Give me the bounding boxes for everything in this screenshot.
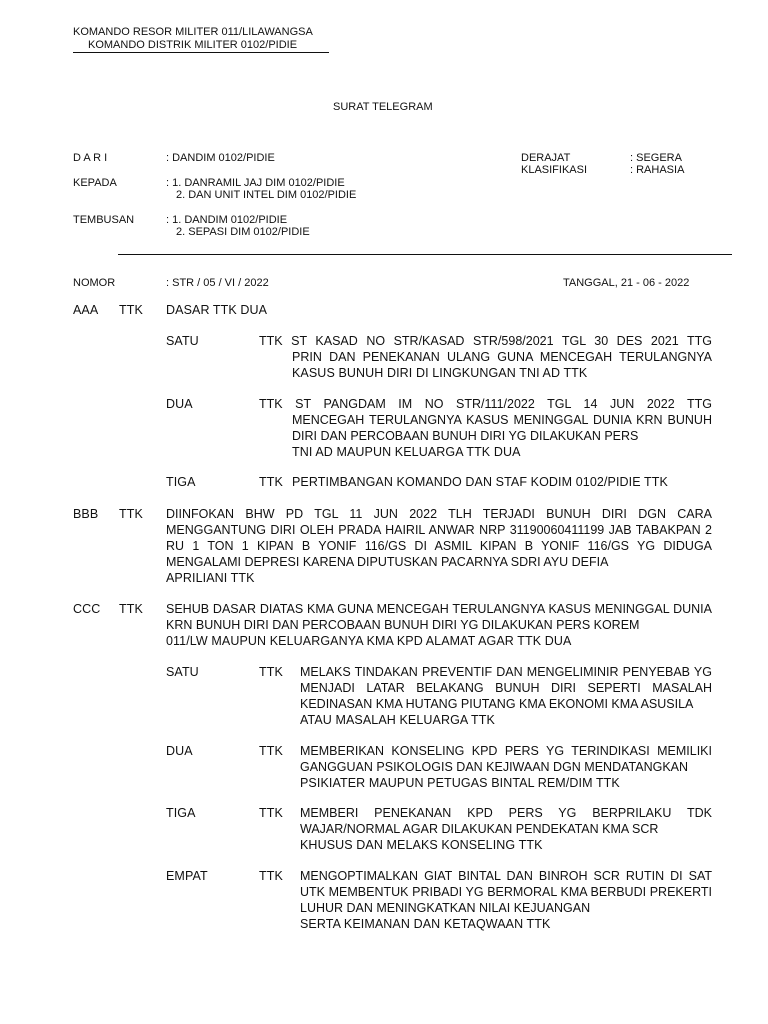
divider-line [118, 254, 732, 255]
aaa-tiga-ttk: TTK [259, 475, 283, 489]
ccc-satu-last: ATAU MASALAH KELUARGA TTK [300, 713, 495, 727]
aaa-tiga-label: TIGA [166, 475, 196, 489]
ccc-tiga-ttk: TTK [259, 806, 283, 820]
aaa-satu-last: KASUS BUNUH DIRI DI LINGKUNGAN TNI AD TTK [292, 366, 588, 380]
tembusan-label: TEMBUSAN [73, 214, 135, 226]
kepada-value-2: 2. DAN UNIT INTEL DIM 0102/PIDIE [176, 189, 357, 201]
aaa-dua-label: DUA [166, 397, 193, 411]
klasifikasi-value: : RAHASIA [630, 164, 685, 176]
ccc-body: SEHUB DASAR DIATAS KMA GUNA MENCEGAH TERULANGNYA KASUS MENINGGAL DUNIA KRN BUNUH DIRI DAN PERCOBAAN BUNUH DIRI YG DILAKUKAN PERS KOREM [166, 602, 712, 632]
bbb-last: APRILIANI TTK [166, 571, 255, 585]
header-underline [73, 52, 329, 53]
ccc-empat-body: MENGOPTIMALKAN GIAT BINTAL DAN BINROH SCR RUTIN DI SAT UTK MEMBENTUK PRIBADI YG BERMORAL KMA BERBUDI PREKERTI LUHUR DAN MENINGKATKAN NILAI KEJUANGAN [300, 869, 712, 915]
aaa-tiga-text: PERTIMBANGAN KOMANDO DAN STAF KODIM 0102/PIDIE TTK [292, 475, 668, 489]
ccc-empat-ttk: TTK [259, 869, 283, 883]
aaa-satu-label: SATU [166, 334, 199, 348]
aaa-dua-last: TNI AD MAUPUN KELUARGA TTK DUA [292, 445, 521, 459]
ccc-tiga-label: TIGA [166, 806, 196, 820]
ccc-label: CCC [73, 602, 101, 616]
ccc-satu-body: MELAKS TINDAKAN PREVENTIF DAN MENGELIMINIR PENYEBAB YG MENJADI LATAR BELAKANG BUNUH DIRI SEPERTI MASALAH KEDINASAN KMA HUTANG PIUTANG KMA EKONOMI KMA ASUSILA [300, 665, 712, 711]
aaa-label: AAA [73, 303, 99, 317]
bbb-body: DIINFOKAN BHW PD TGL 11 JUN 2022 TLH TERJADI BUNUH DIRI DGN CARA MENGGANTUNG DIRI OLEH PRADA HAIRIL ANWAR NRP 31190060411199 JAB TABAKPAN 2 RU 1 TON 1 KIPAN B YONIF 116/GS DI ASMIL KIPAN B YONIF 116/GS YG DIDUGA MENGALAMI DEPRESI KARENA DIPUTUSKAN PACARNYA SDRI AYU DEFIA [166, 507, 712, 569]
aaa-satu-body: PRIN DAN PENEKANAN ULANG GUNA MENCEGAH TERULANGNYA [292, 350, 712, 364]
aaa-dua-line-1 [259, 396, 712, 412]
derajat-label: DERAJAT [521, 152, 571, 164]
aaa-dua-ttk: TTK [259, 397, 283, 411]
ccc-empat-last: SERTA KEIMANAN DAN KETAQWAAN TTK [300, 917, 551, 931]
ccc-tiga-last: KHUSUS DAN MELAKS KONSELING TTK [300, 838, 543, 852]
aaa-dua-body: MENCEGAH TERULANGNYA KASUS MENINGGAL DUNIA KRN BUNUH DIRI DAN PERCOBAAN BUNUH DIRI YG DILAKUKAN PERS [292, 413, 712, 443]
tanggal: TANGGAL, 21 - 06 - 2022 [563, 277, 690, 289]
bbb-ttk: TTK [119, 507, 143, 521]
ccc-satu-label: SATU [166, 665, 199, 679]
kepada-label: KEPADA [73, 177, 117, 189]
aaa-ttk: TTK [119, 303, 143, 317]
nomor-label: NOMOR [73, 277, 116, 289]
dari-value: : DANDIM 0102/PIDIE [166, 152, 275, 164]
bbb-label: BBB [73, 507, 99, 521]
ccc-tiga-body: MEMBERI PENEKANAN KPD PERS YG BERPRILAKU TDK WAJAR/NORMAL AGAR DILAKUKAN PENDEKATAN KMA SCR [300, 806, 712, 836]
klasifikasi-label: KLASIFIKASI [521, 164, 588, 176]
tembusan-value-2: 2. SEPASI DIM 0102/PIDIE [176, 226, 310, 238]
ccc-satu-ttk: TTK [259, 665, 283, 679]
aaa-satu-first: ST KASAD NO STR/KASAD STR/598/2021 TGL 30 DES 2021 TTG [291, 334, 712, 348]
tembusan-value-1: : 1. DANDIM 0102/PIDIE [166, 214, 288, 226]
aaa-satu-line-1 [259, 333, 712, 349]
derajat-value: : SEGERA [630, 152, 682, 164]
aaa-satu-ttk: TTK [259, 334, 283, 348]
ccc-empat-label: EMPAT [166, 869, 208, 883]
document-title: SURAT TELEGRAM [333, 101, 433, 113]
ccc-dua-body: MEMBERIKAN KONSELING KPD PERS YG TERINDIKASI MEMILIKI GANGGUAN PSIKOLOGIS DAN KEJIWAAN DGN MENDATANGKAN [300, 744, 712, 774]
aaa-dua-first: ST PANGDAM IM NO STR/111/2022 TGL 14 JUN 2022 TTG [295, 397, 712, 411]
ccc-ttk: TTK [119, 602, 143, 616]
ccc-dua-ttk: TTK [259, 744, 283, 758]
nomor-value: : STR / 05 / VI / 2022 [166, 277, 269, 289]
aaa-text: DASAR TTK DUA [166, 303, 268, 317]
header-line-1: KOMANDO RESOR MILITER 011/LILAWANGSA [73, 26, 313, 38]
header-line-2: KOMANDO DISTRIK MILITER 0102/PIDIE [88, 39, 298, 51]
kepada-value-1: : 1. DANRAMIL JAJ DIM 0102/PIDIE [166, 177, 345, 189]
ccc-dua-label: DUA [166, 744, 193, 758]
dari-label: D A R I [73, 152, 108, 164]
ccc-dua-last: PSIKIATER MAUPUN PETUGAS BINTAL REM/DIM TTK [300, 776, 620, 790]
ccc-last: 011/LW MAUPUN KELUARGANYA KMA KPD ALAMAT AGAR TTK DUA [166, 634, 572, 648]
